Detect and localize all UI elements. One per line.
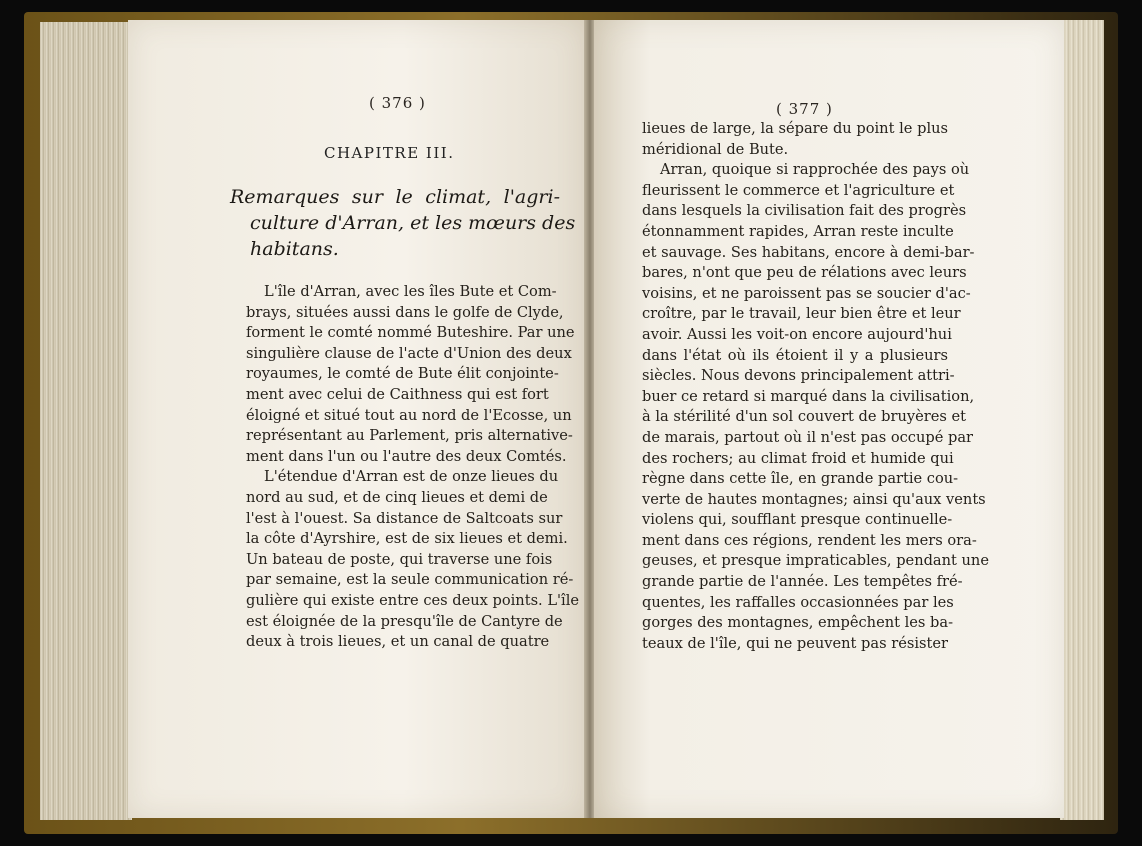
left-page <box>128 20 586 818</box>
section-title-line: culture d'Arran, et les mœurs des <box>250 212 576 234</box>
text-line: singulière clause de l'acte d'Union des deux <box>246 344 572 362</box>
text-line: est éloignée de la presqu'île de Cantyre de <box>246 612 563 630</box>
text-line: grande partie de l'année. Les tempêtes fré- <box>642 573 963 591</box>
text-line: ment avec celui de Caithness qui est fort <box>246 385 549 403</box>
text-line: et sauvage. Ses habitans, encore à demi-bar- <box>642 243 975 261</box>
text-line: royaumes, le comté de Bute élit conjointe- <box>246 365 559 383</box>
text-line: lieues de large, la sépare du point le plus <box>642 120 948 137</box>
right-page <box>594 20 1064 818</box>
text-line: geuses, et presque impraticables, pendant une <box>642 552 989 570</box>
text-line: brays, situées aussi dans le golfe de Clyde, <box>246 303 564 321</box>
right-page-edges <box>1060 20 1104 820</box>
text-line: la côte d'Ayrshire, est de six lieues et demi. <box>246 530 568 548</box>
text-line: méridional de Bute. <box>642 140 789 158</box>
section-title <box>230 184 576 262</box>
section-title-line: habitans. <box>250 238 339 260</box>
text-line: règne dans cette île, en grande partie cou- <box>642 470 959 488</box>
text-line: par semaine, est la seule communication ré- <box>246 571 574 589</box>
text-line: éloigné et situé tout au nord de l'Ecosse, un <box>246 406 572 424</box>
text-line: deux à trois lieues, et un canal de quatre <box>246 633 550 651</box>
chapter-title: CHAPITRE III. <box>324 144 455 162</box>
text-line: étonnamment rapides, Arran reste inculte <box>642 222 954 240</box>
text-line: violens qui, soufflant presque continuelle- <box>642 511 953 529</box>
text-line: ment dans ces régions, rendent les mers ora- <box>642 531 977 549</box>
text-line: quentes, les raffalles occasionnées par les <box>642 593 954 611</box>
section-title-line: Remarques sur le climat, l'agri- <box>230 186 560 208</box>
text-line: avoir. Aussi les voit-on encore aujourd'hui <box>642 325 952 343</box>
text-line: l'est à l'ouest. Sa distance de Saltcoats sur <box>246 509 563 527</box>
text-line: des rochers; au climat froid et humide qui <box>642 449 954 467</box>
text-line: siècles. Nous devons principalement attri- <box>642 367 955 385</box>
text-line: teaux de l'île, qui ne peuvent pas résister <box>642 634 948 652</box>
left-page-edges <box>40 22 132 820</box>
left-page-number: ( 376 ) <box>369 94 426 112</box>
text-line: voisins, et ne paroissent pas se soucier d'ac- <box>642 284 971 302</box>
left-body-text <box>246 282 580 653</box>
text-line: à la stérilité d'un sol couvert de bruyères et <box>642 408 967 426</box>
text-line: de marais, partout où il n'est pas occupé par <box>642 428 974 446</box>
text-line: représentant au Parlement, pris alternative- <box>246 427 573 445</box>
text-line: croître, par le travail, leur bien être et leur <box>642 305 961 323</box>
right-body-text <box>642 119 989 654</box>
right-page-number: ( 377 ) <box>776 100 833 118</box>
text-line: dans lesquels la civilisation fait des progrès <box>642 202 967 220</box>
text-line: nord au sud, et de cinq lieues et demi de <box>246 488 548 506</box>
text-line: fleurissent le commerce et l'agriculture et <box>642 181 955 199</box>
text-line: gulière qui existe entre ces deux points. L'île <box>246 591 580 609</box>
text-line: gorges des montagnes, empêchent les ba- <box>642 614 954 632</box>
text-line: L'île d'Arran, avec les îles Bute et Com- <box>264 283 557 300</box>
text-line: Un bateau de poste, qui traverse une fois <box>246 550 553 568</box>
text-line: buer ce retard si marqué dans la civilisation, <box>642 387 975 405</box>
text-line: L'étendue d'Arran est de onze lieues du <box>264 468 559 486</box>
text-line: dans l'état où ils étoient il y a plusieurs <box>642 346 948 364</box>
text-line: ment dans l'un ou l'autre des deux Comtés. <box>246 447 567 465</box>
text-line: verte de hautes montagnes; ainsi qu'aux vents <box>642 490 986 508</box>
text-line: forment le comté nommé Buteshire. Par une <box>246 324 575 342</box>
text-line: Arran, quoique si rapprochée des pays où <box>660 161 970 179</box>
text-line: bares, n'ont que peu de rélations avec leurs <box>642 264 967 282</box>
